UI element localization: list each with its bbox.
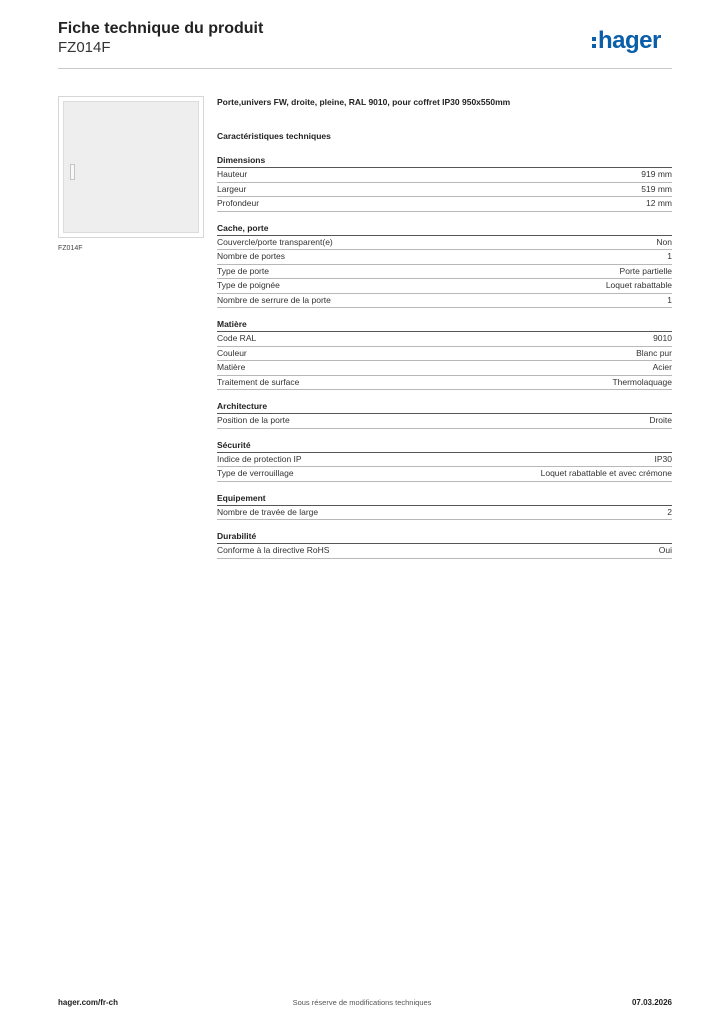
- spec-label: Couvercle/porte transparent(e): [217, 236, 333, 247]
- door-handle-icon: [70, 164, 75, 180]
- spec-label: Type de poignée: [217, 280, 280, 290]
- spec-value: Thermolaquage: [612, 376, 672, 387]
- spec-value: 1: [667, 251, 672, 261]
- spec-value: Loquet rabattable et avec crémone: [540, 468, 672, 478]
- spec-sections: [217, 155, 672, 559]
- spec-value: IP30: [654, 453, 672, 464]
- product-image: [58, 96, 204, 238]
- section-title: Durabilité: [217, 531, 672, 544]
- hager-logo: [592, 27, 661, 55]
- spec-value: 1: [667, 294, 672, 305]
- spec-row: [217, 197, 672, 212]
- logo-dot-top: [592, 37, 596, 41]
- spec-row: [217, 414, 672, 429]
- footer-website: hager.com/fr-ch: [58, 998, 119, 1007]
- spec-value: 9010: [653, 333, 672, 343]
- spec-row: [217, 168, 672, 183]
- spec-row: [217, 279, 672, 294]
- section-title: Sécurité: [217, 440, 672, 453]
- spec-label: Nombre de portes: [217, 251, 286, 261]
- spec-label: Type de verrouillage: [217, 468, 294, 478]
- spec-label: Matière: [217, 362, 246, 372]
- spec-section: [217, 493, 672, 521]
- spec-row: [217, 236, 672, 251]
- section-title: Cache, porte: [217, 223, 672, 236]
- spec-label: Traitement de surface: [217, 376, 300, 387]
- footer-date: 07.03.2026: [631, 998, 672, 1007]
- spec-row: [217, 506, 672, 521]
- spec-row: [217, 544, 672, 559]
- spec-label: Hauteur: [217, 169, 248, 179]
- spec-label: Position de la porte: [217, 415, 290, 425]
- spec-row: [217, 183, 672, 198]
- spec-label: Profondeur: [217, 198, 260, 208]
- spec-section: [217, 319, 672, 390]
- spec-section: [217, 155, 672, 212]
- spec-value: 2: [667, 506, 672, 517]
- section-title: Dimensions: [217, 155, 672, 168]
- page-title: Fiche technique du produit: [58, 20, 264, 37]
- spec-row: [217, 250, 672, 265]
- spec-label: Conforme à la directive RoHS: [217, 545, 330, 555]
- spec-row: [217, 294, 672, 309]
- spec-label: Type de porte: [217, 265, 269, 276]
- logo-dot-bottom: [592, 44, 596, 48]
- spec-value: Blanc pur: [636, 347, 672, 358]
- spec-row: [217, 265, 672, 280]
- spec-value: 919 mm: [641, 169, 672, 179]
- logo-dots-icon: [592, 37, 596, 48]
- spec-section: [217, 223, 672, 309]
- spec-row: [217, 332, 672, 347]
- door-panel-icon: [63, 101, 199, 233]
- spec-section: [217, 531, 672, 559]
- spec-value: 519 mm: [641, 183, 672, 194]
- section-title: Matière: [217, 319, 672, 332]
- spec-row: [217, 453, 672, 468]
- section-title: Architecture: [217, 401, 672, 414]
- spec-label: Nombre de serrure de la porte: [217, 294, 331, 305]
- technical-characteristics-heading: Caractéristiques techniques: [217, 131, 331, 141]
- spec-value: Droite: [649, 415, 672, 425]
- spec-row: [217, 467, 672, 482]
- product-code: FZ014F: [58, 39, 111, 56]
- spec-section: [217, 440, 672, 482]
- spec-row: [217, 361, 672, 376]
- spec-value: Non: [656, 236, 672, 247]
- product-image-caption: FZ014F: [58, 245, 83, 252]
- spec-label: Indice de protection IP: [217, 453, 302, 464]
- spec-row: [217, 347, 672, 362]
- spec-value: Acier: [652, 362, 672, 372]
- header-divider: [58, 68, 672, 69]
- spec-section: [217, 401, 672, 429]
- section-title: Equipement: [217, 493, 672, 506]
- spec-label: Largeur: [217, 183, 247, 194]
- spec-value: Porte partielle: [619, 265, 672, 276]
- product-description: Porte,univers FW, droite, pleine, RAL 9010, pour coffret IP30 950x550mm: [217, 97, 511, 107]
- spec-label: Code RAL: [217, 333, 257, 343]
- spec-label: Couleur: [217, 347, 247, 358]
- spec-value: Oui: [658, 545, 672, 555]
- specifications: [217, 96, 672, 570]
- spec-label: Nombre de travée de large: [217, 506, 319, 517]
- spec-value: 12 mm: [646, 198, 672, 208]
- spec-row: [217, 376, 672, 391]
- footer-notice: Sous réserve de modifications techniques: [292, 998, 432, 1007]
- spec-value: Loquet rabattable: [605, 280, 672, 290]
- logo-text: hager: [598, 27, 661, 54]
